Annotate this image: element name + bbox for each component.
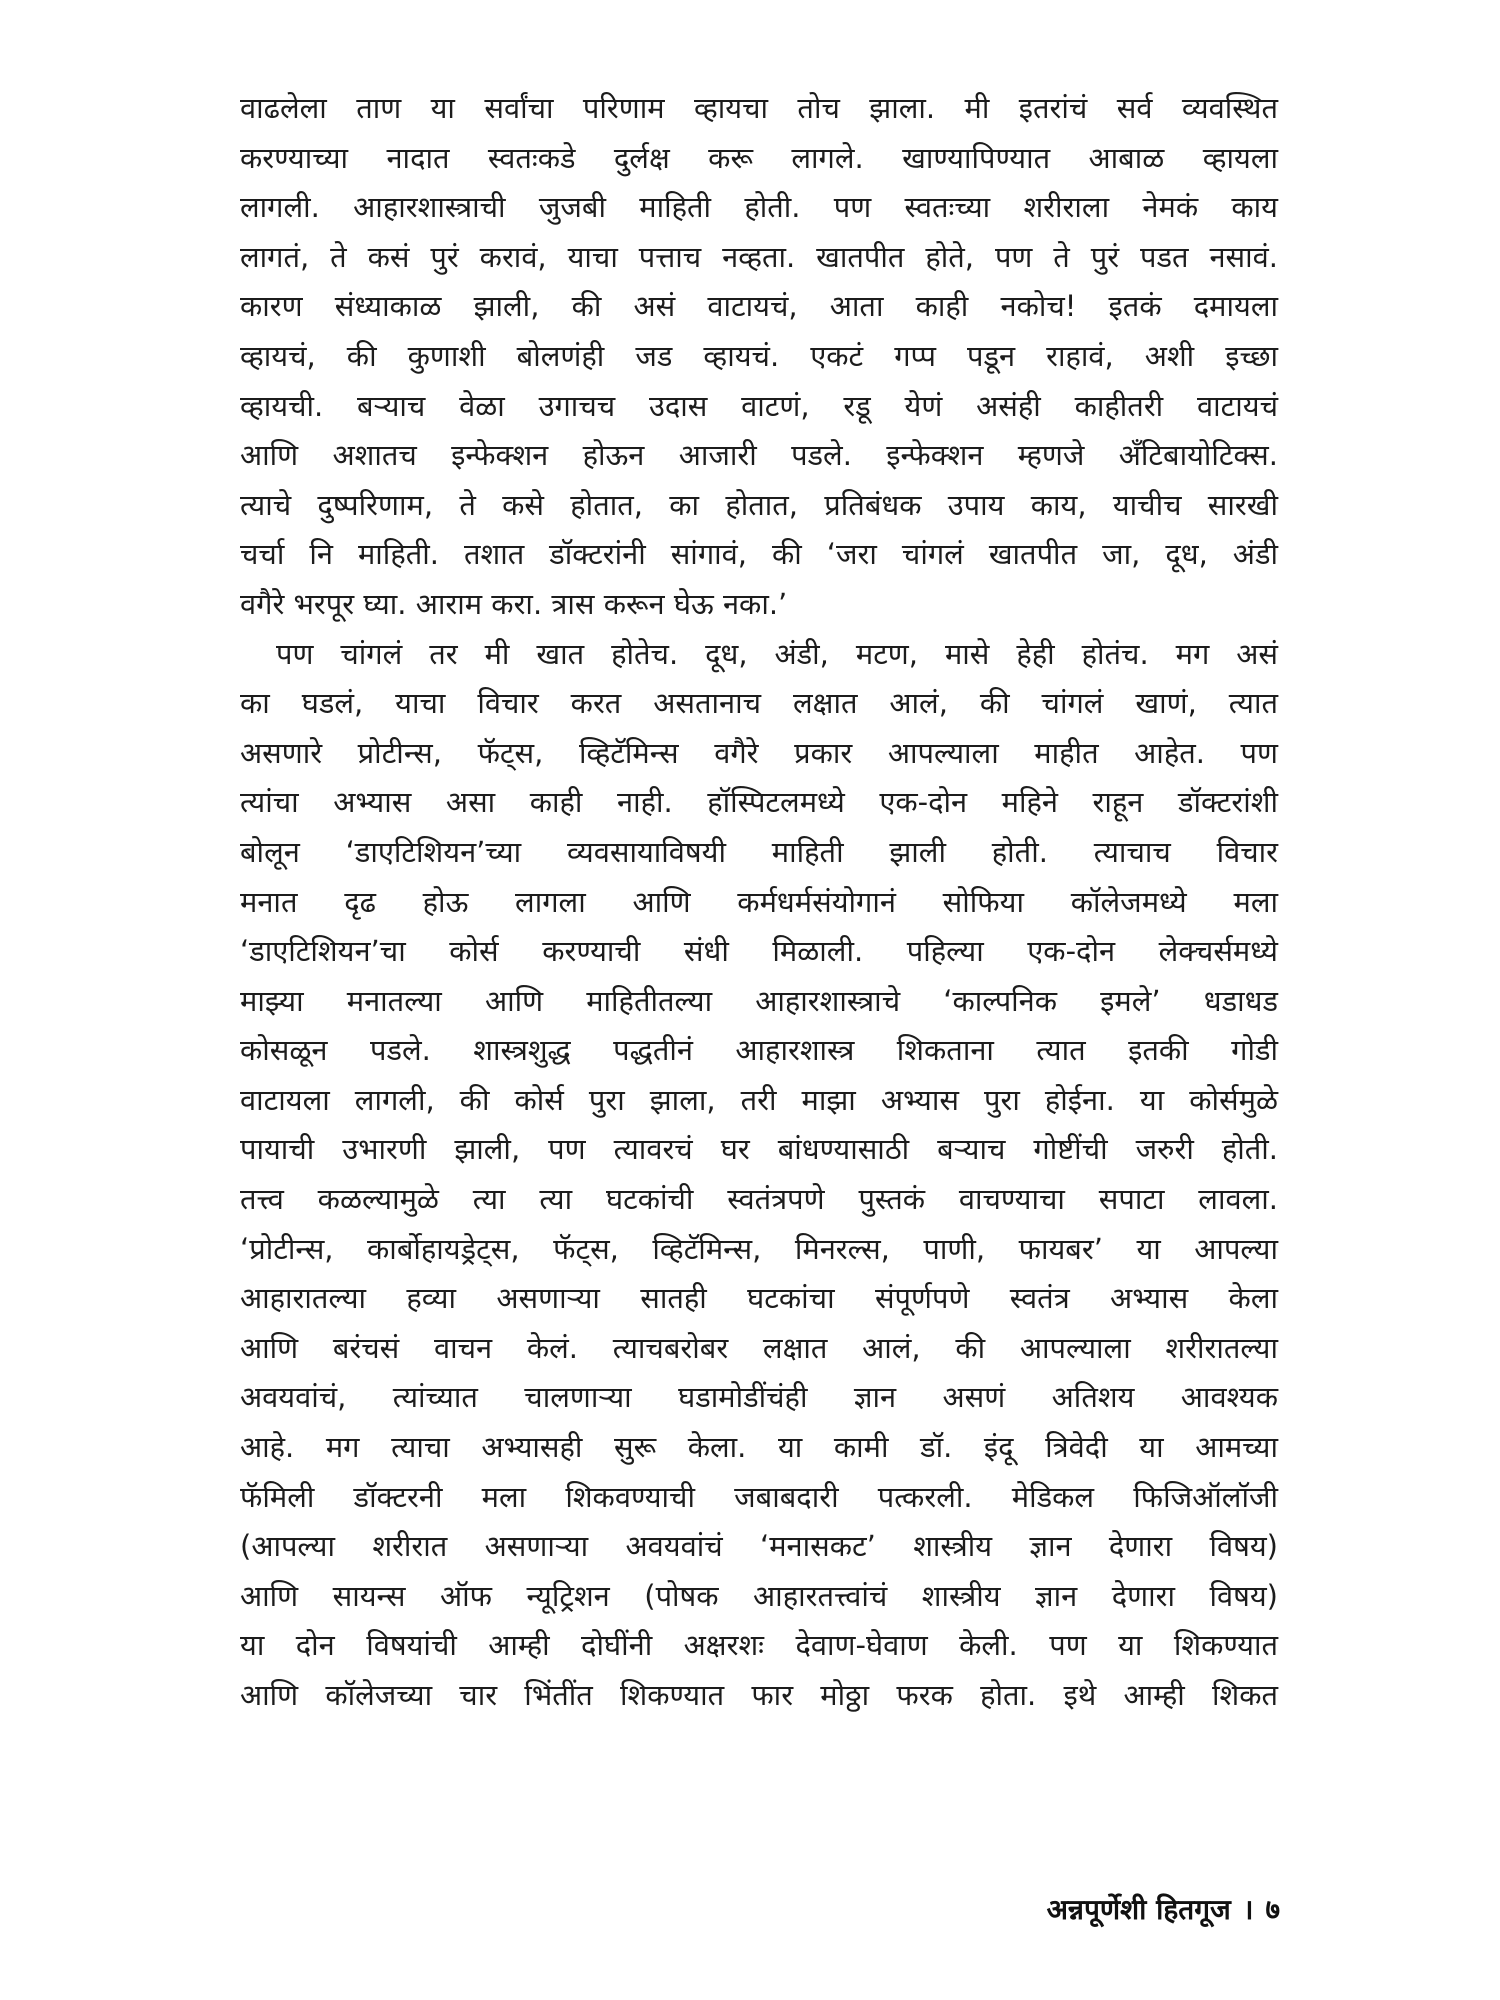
text-line: करण्याच्या नादात स्वतःकडे दुर्लक्ष करू लागले. खाण्यापिण्यात आबाळ व्हायला	[240, 140, 1278, 175]
text-line: आहे. मग त्याचा अभ्यासही सुरू केला. या कामी डॉ. इंदू त्रिवेदी या आमच्या	[240, 1430, 1278, 1465]
book-title: अन्नपूर्णेशी हितगूज	[1046, 1893, 1231, 1926]
text-line: त्यांचा अभ्यास असा काही नाही. हॉस्पिटलमध्ये एक-दोन महिने राहून डॉक्टरांशी	[240, 785, 1278, 820]
body-text	[240, 84, 1278, 1721]
footer-separator: ।	[1242, 1893, 1254, 1926]
text-line: लागली. आहारशास्त्राची जुजबी माहिती होती. पण स्वतःच्या शरीराला नेमकं काय	[240, 190, 1278, 225]
text-line: तत्त्व कळल्यामुळे त्या त्या घटकांची स्वतंत्रपणे पुस्तकं वाचण्याचा सपाटा लावला.	[240, 1182, 1278, 1217]
text-line: या दोन विषयांची आम्ही दोघींनी अक्षरशः देवाण-घेवाण केली. पण या शिकण्यात	[240, 1628, 1278, 1663]
text-line: ‘डाएटिशियन’चा कोर्स करण्याची संधी मिळाली. पहिल्या एक-दोन लेक्चर्समध्ये	[240, 934, 1278, 969]
text-line: कोसळून पडले. शास्त्रशुद्ध पद्धतीनं आहारशास्त्र शिकताना त्यात इतकी गोडी	[240, 1033, 1278, 1068]
page-footer	[1047, 1890, 1280, 1928]
text-line: पायाची उभारणी झाली, पण त्यावरचं घर बांधण्यासाठी बऱ्याच गोष्टींची जरुरी होती.	[240, 1132, 1278, 1167]
text-line: ‘प्रोटीन्स, कार्बोहायड्रेट्स, फॅट्स, व्हिटॅमिन्स, मिनरल्स, पाणी, फायबर’ या आपल्या	[240, 1231, 1278, 1266]
text-line: पण चांगलं तर मी खात होतेच. दूध, अंडी, मटण, मासे हेही होतंच. मग असं	[276, 636, 1278, 671]
text-line: व्हायची. बऱ्याच वेळा उगाचच उदास वाटणं, रडू येणं असंही काहीतरी वाटायचं	[240, 388, 1278, 423]
text-line: फॅमिली डॉक्टरनी मला शिकवण्याची जबाबदारी पत्करली. मेडिकल फिजिऑलॉजी	[240, 1479, 1278, 1514]
text-line: आणि बरंचसं वाचन केलं. त्याचबरोबर लक्षात आलं, की आपल्याला शरीरातल्या	[240, 1330, 1278, 1365]
text-line: मनात दृढ होऊ लागला आणि कर्मधर्मसंयोगानं सोफिया कॉलेजमध्ये मला	[240, 884, 1278, 919]
text-line: आणि सायन्स ऑफ न्यूट्रिशन (पोषक आहारतत्त्वांचं शास्त्रीय ज्ञान देणारा विषय)	[240, 1578, 1278, 1613]
text-line: व्हायचं, की कुणाशी बोलणंही जड व्हायचं. एकटं गप्प पडून राहावं, अशी इच्छा	[240, 338, 1278, 373]
text-line: आणि अशातच इन्फेक्शन होऊन आजारी पडले. इन्फेक्शन म्हणजे अँटिबायोटिक्स.	[240, 438, 1278, 473]
text-line: आहारातल्या हव्या असणाऱ्या सातही घटकांचा संपूर्णपणे स्वतंत्र अभ्यास केला	[240, 1281, 1278, 1316]
text-line: वाटायला लागली, की कोर्स पुरा झाला, तरी माझा अभ्यास पुरा होईना. या कोर्समुळे	[240, 1082, 1278, 1117]
text-line: माझ्या मनातल्या आणि माहितीतल्या आहारशास्त्राचे ‘काल्पनिक इमले’ धडाधड	[240, 983, 1278, 1018]
text-line: चर्चा नि माहिती. तशात डॉक्टरांनी सांगावं, की ‘जरा चांगलं खातपीत जा, दूध, अंडी	[240, 537, 1278, 572]
text-line: त्याचे दुष्परिणाम, ते कसे होतात, का होतात, प्रतिबंधक उपाय काय, याचीच सारखी	[240, 487, 1278, 522]
text-line: (आपल्या शरीरात असणाऱ्या अवयवांचं ‘मनासकट’ शास्त्रीय ज्ञान देणारा विषय)	[240, 1529, 1278, 1564]
text-line: कारण संध्याकाळ झाली, की असं वाटायचं, आता काही नकोच! इतकं दमायला	[240, 289, 1278, 324]
text-line: बोलून ‘डाएटिशियन’च्या व्यवसायाविषयी माहिती झाली होती. त्याचाच विचार	[240, 834, 1278, 869]
paragraph-1	[240, 84, 1278, 630]
page-number: ७	[1265, 1893, 1280, 1926]
text-line: आणि कॉलेजच्या चार भिंतींत शिकण्यात फार मोठ्ठा फरक होता. इथे आम्ही शिकत	[240, 1678, 1278, 1712]
text-line: अवयवांचं, त्यांच्यात चालणाऱ्या घडामोडींचंही ज्ञान असणं अतिशय आवश्यक	[240, 1380, 1278, 1415]
text-line: असणारे प्रोटीन्स, फॅट्स, व्हिटॅमिन्स वगैरे प्रकार आपल्याला माहीत आहेत. पण	[240, 735, 1278, 770]
text-line: वाढलेला ताण या सर्वांचा परिणाम व्हायचा तोच झाला. मी इतरांचं सर्व व्यवस्थित	[240, 91, 1278, 125]
text-line: लागतं, ते कसं पुरं करावं, याचा पत्ताच नव्हता. खातपीत होते, पण ते पुरं पडत नसावं.	[240, 239, 1278, 274]
text-line: वगैरे भरपूर घ्या. आराम करा. त्रास करून घेऊ नका.’	[240, 586, 788, 621]
text-line: का घडलं, याचा विचार करत असतानाच लक्षात आलं, की चांगलं खाणं, त्यात	[240, 686, 1278, 721]
paragraph-2	[240, 630, 1278, 1721]
